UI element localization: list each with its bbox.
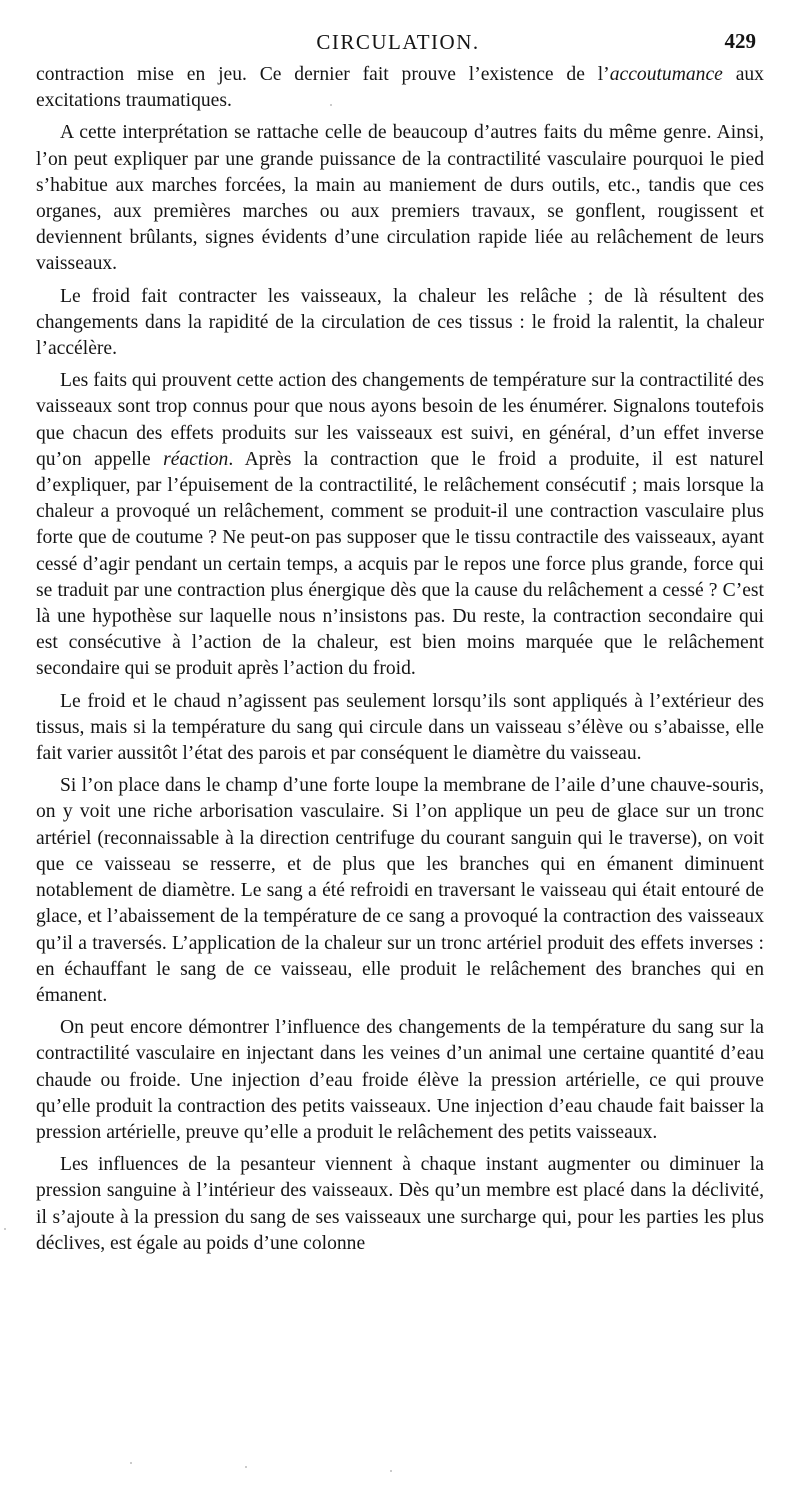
text-run: A cette interprétation se rattache celle de beaucoup d’autres faits du même genre. Ainsi, l’on peut expliquer par une grande puissance de la contractilité vasculaire pourquoi le pied s’habitue aux marches forcées, la main au maniement de durs outils, etc., tandis que ces organes, aux premières marches ou aux premiers travaux, se gonflent, rougissent et deviennent brûlants, signes évidents d’une circulation rapide liée au relâchement de leurs vaisseaux.	[36, 122, 764, 275]
paragraph	[36, 773, 764, 1009]
print-speck	[4, 1228, 6, 1230]
text-run: On peut encore démontrer l’influence des changements de la température du sang sur la contractilité vasculaire en injectant dans les veines d’un animal une certaine quantité d’eau chaude ou froide. Une injection d’eau froide élève la pression artérielle, ce qui prouve qu’elle produit la contraction des petits vaisseaux. Une injection d’eau chaude fait baisser la pression artérielle, preuve qu’elle a produit le relâchement des petits vaisseaux.	[36, 1017, 764, 1143]
text-run: aux excitations traumatiques.	[36, 64, 764, 112]
paragraph	[36, 1015, 764, 1146]
print-speck	[245, 1466, 247, 1468]
print-speck	[330, 104, 332, 106]
paragraph	[36, 368, 764, 682]
print-speck	[130, 1462, 132, 1464]
paragraph	[36, 120, 764, 277]
paragraph	[36, 62, 764, 114]
text-run: Les faits qui prouvent cette action des changements de température sur la contractilité des vaisseaux sont trop connus pour que nous ayons besoin de les énumérer. Signalons toutefois que chacun des effets produits sur les vaisseaux est suivi, en général, d’un effet inverse qu’on appelle	[36, 370, 764, 470]
page-number: 429	[724, 29, 756, 53]
print-speck	[390, 1470, 392, 1472]
running-title: CIRCULATION.	[316, 30, 480, 54]
body-text	[36, 62, 764, 1263]
text-run: Si l’on place dans le champ d’une forte loupe la membrane de l’aile d’une chauve-souris, on y voit une riche arborisation vasculaire. Si l’on applique un peu de glace sur un tronc artériel (reconnaissable à la direction centrifuge du courant sanguin qui le traverse), on voit que ce vaisseau se resserre, et de plus que les branches qui en émanent diminuent notablement de diamètre. Le sang a été refroidi en traversant le vaisseau qui était entouré de glace, et l’abaissement de la température de ce sang a provoqué la contraction des vaisseaux qu’il a traversés. L’application de la chaleur sur un tronc artériel produit des effets inverses : en échauffant le sang de ce vaisseau, elle produit le relâchement des branches qui en émanent.	[36, 775, 764, 1006]
paragraph	[36, 284, 764, 363]
italic-term: réaction	[163, 448, 229, 470]
text-run: Le froid fait contracter les vaisseaux, la chaleur les relâche ; de là résultent des changements dans la rapidité de la circulation de ces tissus : le froid la ralentit, la chaleur l’accélère.	[36, 285, 764, 360]
text-run: contraction mise en jeu. Ce dernier fait prouve l’existence de l’	[36, 64, 610, 85]
text-run: Le froid et le chaud n’agissent pas seulement lorsqu’ils sont appliqués à l’extérieur des tissus, mais si la température du sang qui circule dans un vaisseau s’élève ou s’abaisse, elle fait varier aussitôt l’état des parois et par conséquent le diamètre du vaisseau.	[36, 690, 764, 765]
running-head	[36, 30, 760, 58]
paragraph	[36, 689, 764, 768]
paragraph	[36, 1152, 764, 1257]
text-run: . Après la contraction que le froid a produite, il est naturel d’expliquer, par l’épuisement de la contractilité, le relâchement consécutif ; mais lorsque la chaleur a provoqué un relâchement, comment se produit-il une contraction vasculaire plus forte que de coutume ? Ne peut-on pas supposer que le tissu contractile des vaisseaux, ayant cessé d’agir pendant un certain temps, a acquis par le repos une force plus grande, force qui se traduit par une contraction plus énergique dès que la cause du relâchement a cessé ? C’est là une hypothèse sur laquelle nous n’insistons pas. Du reste, la contraction secondaire qui est consécutive à l’action de la chaleur, est bien moins marquée que le relâchement secondaire qui se produit après l’action du froid.	[36, 448, 764, 680]
italic-term: accoutumance	[609, 64, 723, 85]
text-run: Les influences de la pesanteur viennent à chaque instant augmenter ou diminuer la pression sanguine à l’intérieur des vaisseaux. Dès qu’un membre est placé dans la déclivité, il s’ajoute à la pression du sang de ses vaisseaux une surcharge qui, pour les parties les plus déclives, est égale au poids d’une colonne	[36, 1154, 764, 1254]
